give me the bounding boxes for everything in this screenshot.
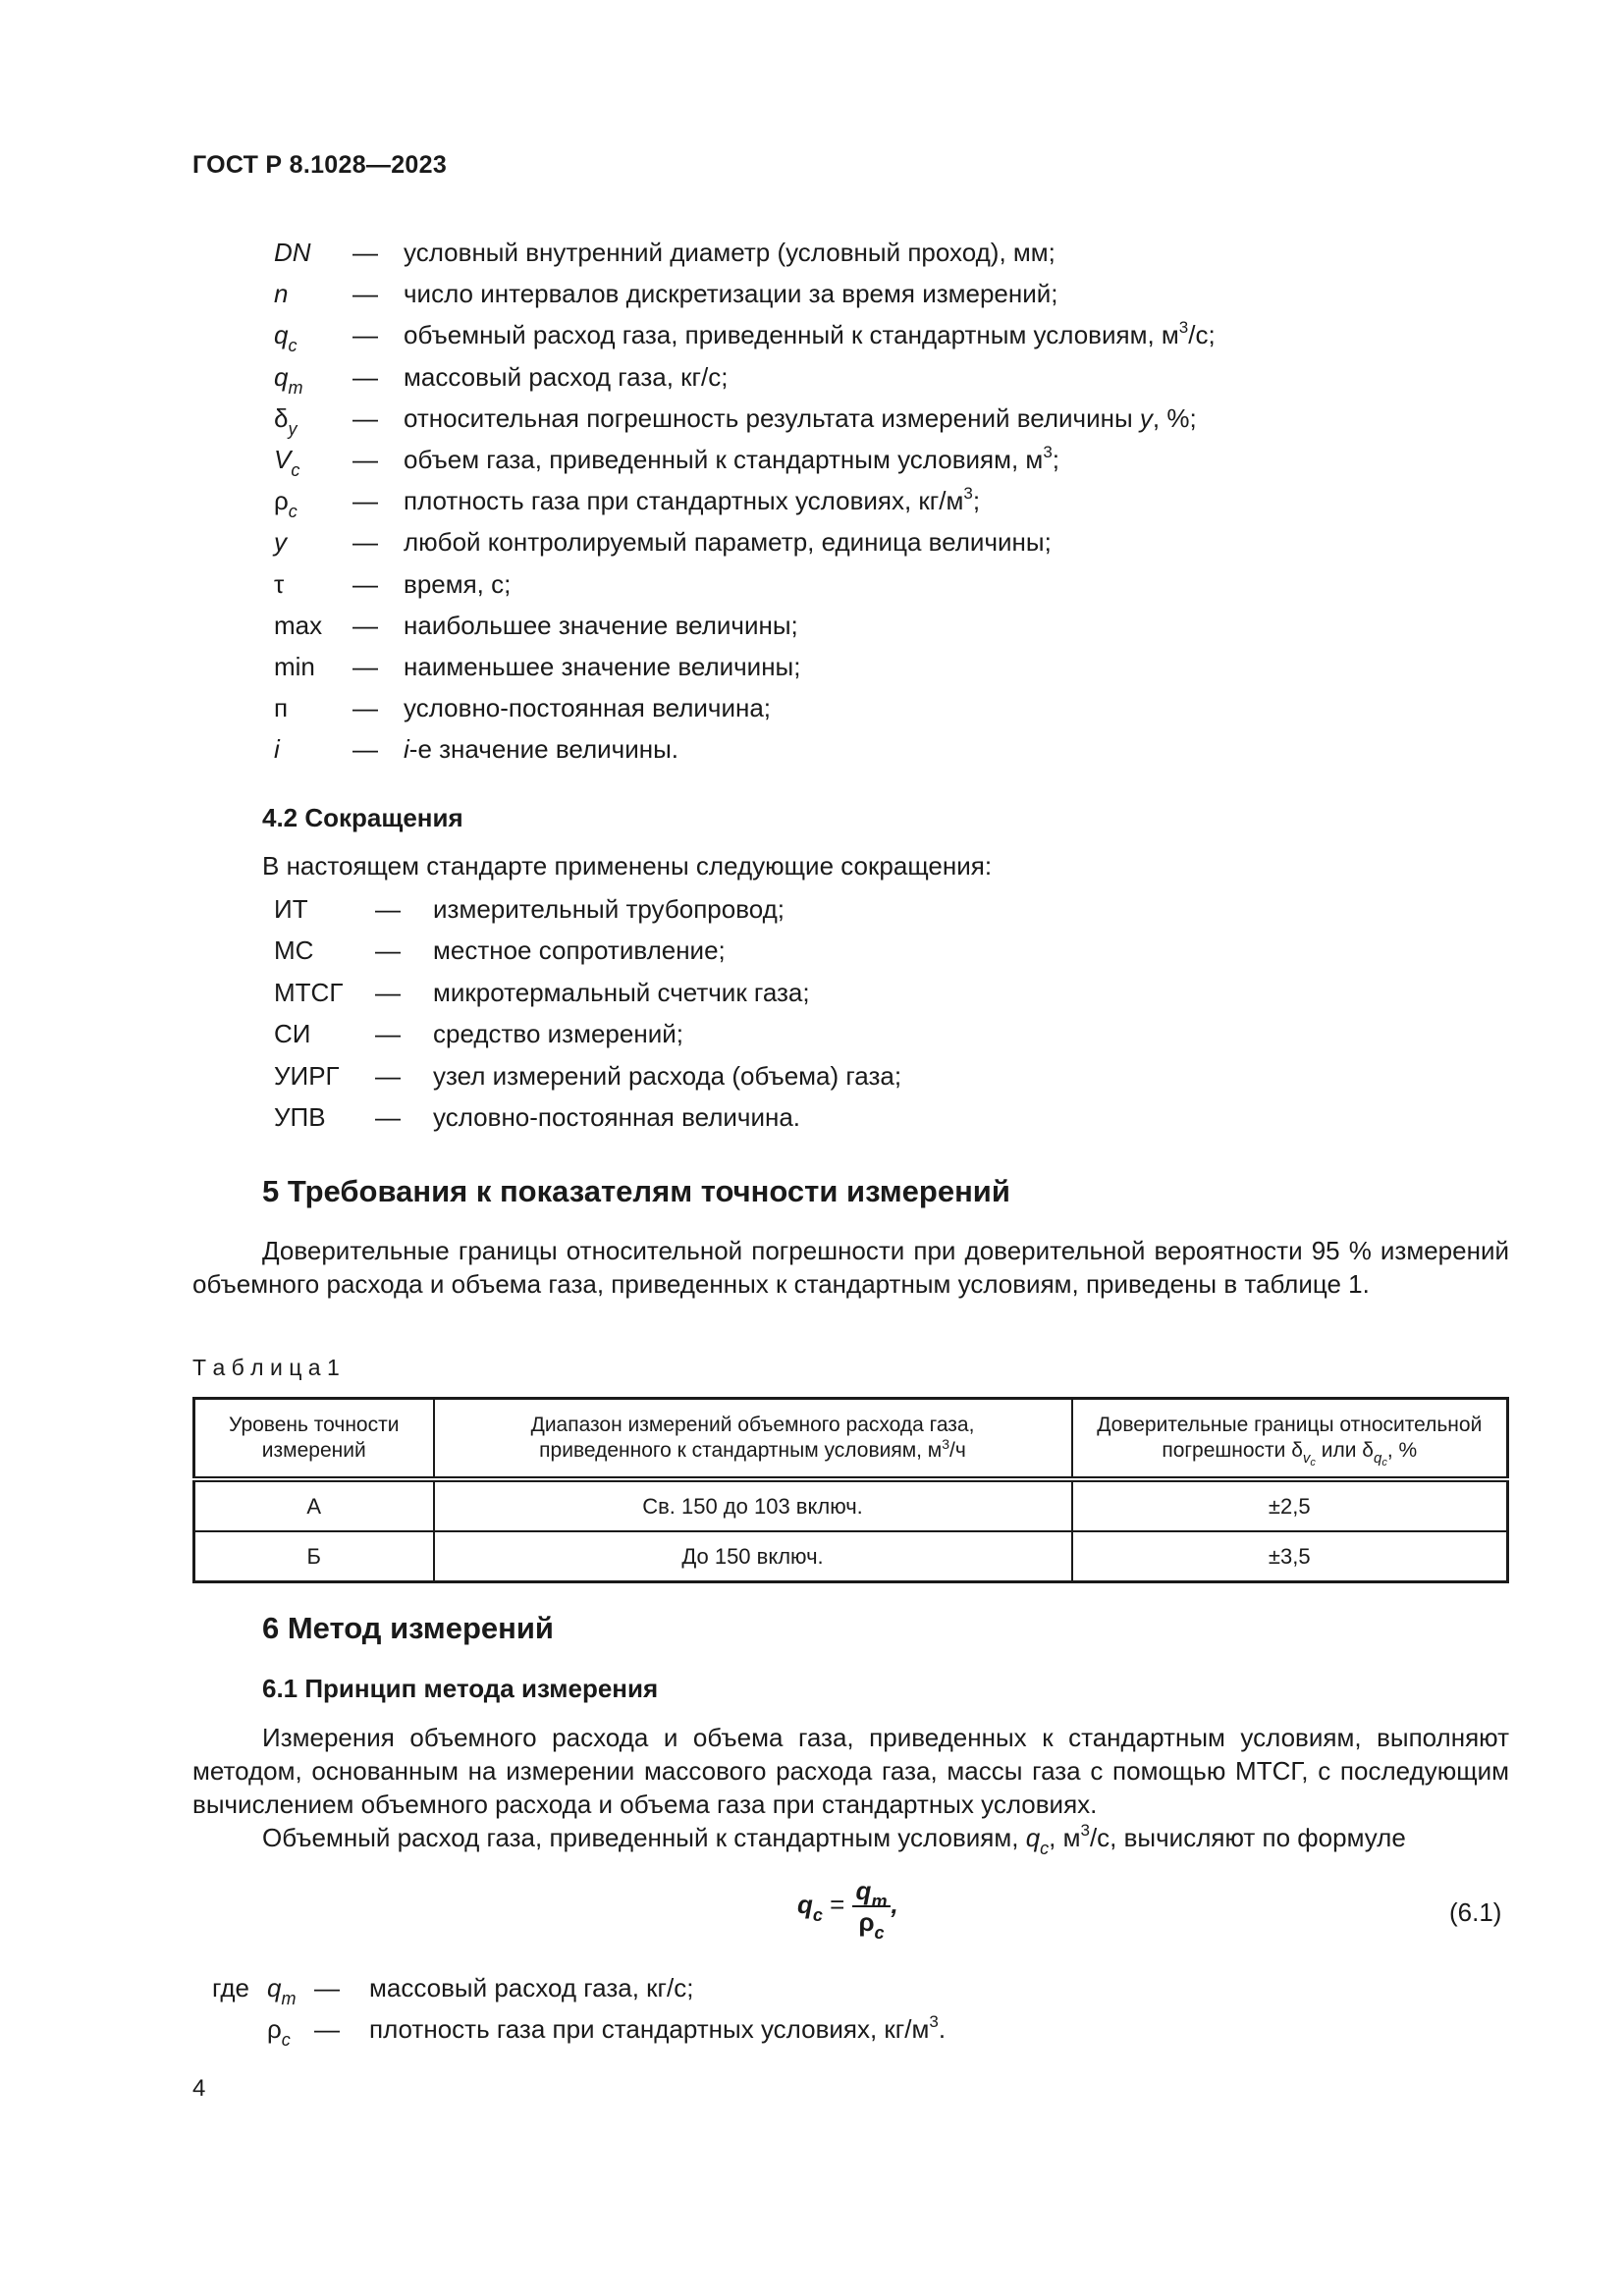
dash: — bbox=[352, 362, 378, 392]
formula-number: (6.1) bbox=[1449, 1897, 1502, 1927]
dash: — bbox=[314, 1973, 340, 2002]
symbol bbox=[274, 568, 284, 600]
cell-range: До 150 включ. bbox=[434, 1531, 1072, 1582]
where-description: массовый расход газа, кг/с; bbox=[369, 1973, 694, 2002]
table-row bbox=[194, 1479, 1508, 1531]
dash: — bbox=[352, 403, 378, 433]
abbreviation: УПВ bbox=[274, 1102, 326, 1132]
dash: — bbox=[352, 238, 378, 267]
dash: — bbox=[314, 2014, 340, 2044]
document-header: ГОСТ Р 8.1028—2023 bbox=[192, 151, 448, 179]
page-number: 4 bbox=[192, 2075, 206, 2102]
symbol bbox=[274, 692, 288, 723]
dash: — bbox=[352, 445, 378, 474]
abbreviation: МТСГ bbox=[274, 978, 344, 1007]
dash: — bbox=[375, 894, 401, 924]
section-5-heading: 5 Требования к показателям точности измерений bbox=[262, 1174, 1010, 1208]
where-description: плотность газа при стандартных условиях, $кг/м^3$. bbox=[369, 2012, 947, 2044]
symbol bbox=[274, 278, 288, 309]
symbol-description: условный внутренний диаметр (условный проход), мм; bbox=[404, 238, 1056, 267]
symbol bbox=[274, 444, 300, 480]
abbreviation: ИТ bbox=[274, 894, 308, 924]
table-row bbox=[194, 1531, 1508, 1582]
abbreviation-meaning: местное сопротивление; bbox=[433, 935, 726, 965]
table-1-caption: Т а б л и ц а 1 bbox=[192, 1355, 340, 1380]
symbol-subscript: m bbox=[288, 378, 303, 398]
dash: — bbox=[352, 527, 378, 557]
dash: — bbox=[352, 611, 378, 640]
symbol-subscript: c bbox=[288, 336, 298, 355]
abbreviation-meaning: условно-постоянная величина. bbox=[433, 1102, 801, 1132]
dash: — bbox=[375, 1019, 401, 1048]
symbol-name: τ bbox=[274, 569, 285, 599]
abbreviation-meaning: узел измерений расхода (объема) газа; bbox=[433, 1061, 902, 1091]
cell-level: Б bbox=[194, 1531, 434, 1582]
symbol-description: массовый расход газа, кг/с; bbox=[404, 362, 729, 392]
symbol-name: DN bbox=[274, 238, 311, 267]
section-6-1-text: Измерения объемного расхода и объема газа, приведенных к стандартным условиям, выполняют методом, основанным на измерении массового расхода газа, массы газа с помощью МТСГ, с последующим вычислением объемного расхода и объема газа при стандартных условиях. bbox=[192, 1723, 1509, 1819]
section-4-2-intro: В настоящем стандарте применены следующие сокращения: bbox=[262, 851, 993, 881]
dash: — bbox=[375, 935, 401, 965]
symbol-description: объем газа, приведенный к стандартным условиям, $м^3$; bbox=[404, 443, 1060, 474]
section-4-2-heading: 4.2 Сокращения bbox=[262, 803, 463, 832]
abbreviation: УИРГ bbox=[274, 1061, 340, 1091]
symbol-subscript: c bbox=[288, 502, 298, 521]
header-accuracy-level: Уровень точности измерений bbox=[194, 1399, 434, 1480]
symbol-description: условно-постоянная величина; bbox=[404, 693, 772, 722]
symbol-name: п bbox=[274, 693, 289, 722]
abbreviation: СИ bbox=[274, 1019, 311, 1048]
section-5-paragraph bbox=[192, 1234, 1509, 1301]
symbol bbox=[274, 526, 287, 558]
symbol bbox=[274, 402, 298, 439]
symbol-name: δ bbox=[274, 403, 289, 433]
symbol bbox=[274, 319, 298, 355]
symbol-description: число интервалов дискретизации за время измерений; bbox=[404, 279, 1058, 308]
symbol-subscript: c bbox=[291, 460, 300, 480]
symbol-name: V bbox=[274, 445, 292, 474]
formula-fraction: $\frac{q_m}{\rho_c}$ bbox=[852, 1876, 892, 1937]
dash: — bbox=[352, 569, 378, 599]
symbol-subscript: y bbox=[288, 419, 298, 439]
where-symbol: $q_m$ bbox=[267, 1973, 297, 2008]
section-6-1-heading: 6.1 Принцип метода измерения bbox=[262, 1674, 659, 1703]
abbreviation: МС bbox=[274, 935, 314, 965]
symbol bbox=[274, 651, 315, 682]
dash: — bbox=[352, 279, 378, 308]
symbol-description: наименьшее значение величины; bbox=[404, 652, 801, 681]
symbol-name: q bbox=[274, 320, 289, 349]
symbol-description: i-е значение величины. bbox=[404, 734, 679, 764]
dash: — bbox=[375, 1102, 401, 1132]
symbol-name: q bbox=[274, 362, 289, 392]
cell-range: Св. 150 до 103 включ. bbox=[434, 1479, 1072, 1531]
symbol-name: n bbox=[274, 279, 289, 308]
cell-error: ±3,5 bbox=[1072, 1531, 1508, 1582]
header-error-limits: Доверительные границы относительной погрешности $\delta_{v_c}$ или $\delta_{q_c}$, % bbox=[1072, 1399, 1508, 1480]
dash: — bbox=[352, 486, 378, 515]
cell-error: ±2,5 bbox=[1072, 1479, 1508, 1531]
cell-level: А bbox=[194, 1479, 434, 1531]
dash: — bbox=[352, 734, 378, 764]
dash: — bbox=[375, 1061, 401, 1091]
table-header-row bbox=[194, 1399, 1508, 1480]
dash: — bbox=[352, 652, 378, 681]
section-6-heading: 6 Метод измерений bbox=[262, 1611, 554, 1645]
symbol bbox=[274, 361, 303, 398]
section-5-text: Доверительные границы относительной погрешности при доверительной вероятности 95 % измерений объемного расхода и объема газа, приведенных к стандартным условиям, приведены в таблице 1. bbox=[192, 1236, 1509, 1299]
header-measurement-range: Диапазон измерений объемного расхода газа, приведенного к стандартным условиям, $м^3/ч$ bbox=[434, 1399, 1072, 1480]
dash: — bbox=[352, 693, 378, 722]
symbol-name: max bbox=[274, 611, 323, 640]
formula-6-1: $q_c$ = $\frac{q_m}{\rho_c}$ , bbox=[797, 1876, 898, 1943]
symbol-description: относительная погрешность результата измерений величины y, %; bbox=[404, 403, 1197, 433]
symbol-description: наибольшее значение величины; bbox=[404, 611, 798, 640]
section-6-1-paragraph bbox=[192, 1721, 1509, 1858]
symbol-description: объемный расход газа, приведенный к стандартным условиям, $м^3/с$; bbox=[404, 318, 1216, 349]
symbol-description: плотность газа при стандартных условиях, $кг/м^3$; bbox=[404, 484, 981, 515]
symbol-description: время, с; bbox=[404, 569, 512, 599]
symbol-description: любой контролируемый параметр, единица величины; bbox=[404, 527, 1052, 557]
symbol-name: min bbox=[274, 652, 315, 681]
where-symbol: $\rho_c$ bbox=[267, 2014, 291, 2050]
table-1 bbox=[192, 1397, 1509, 1583]
symbol bbox=[274, 733, 280, 765]
where-label: где bbox=[212, 1973, 249, 2002]
formula-intro: Объемный расход газа, приведенный к стандартным условиям, $q_c$, $м^3/с$, вычисляют по формуле bbox=[262, 1821, 1406, 1858]
dash: — bbox=[352, 320, 378, 349]
symbol-name: i bbox=[274, 734, 280, 764]
abbreviation-meaning: средство измерений; bbox=[433, 1019, 683, 1048]
dash: — bbox=[375, 978, 401, 1007]
symbol bbox=[274, 610, 322, 641]
symbol bbox=[274, 237, 311, 268]
symbol-name: y bbox=[274, 527, 287, 557]
abbreviation-meaning: микротермальный счетчик газа; bbox=[433, 978, 810, 1007]
symbol-name: ρ bbox=[274, 486, 289, 515]
abbreviation-meaning: измерительный трубопровод; bbox=[433, 894, 785, 924]
symbol bbox=[274, 485, 298, 521]
